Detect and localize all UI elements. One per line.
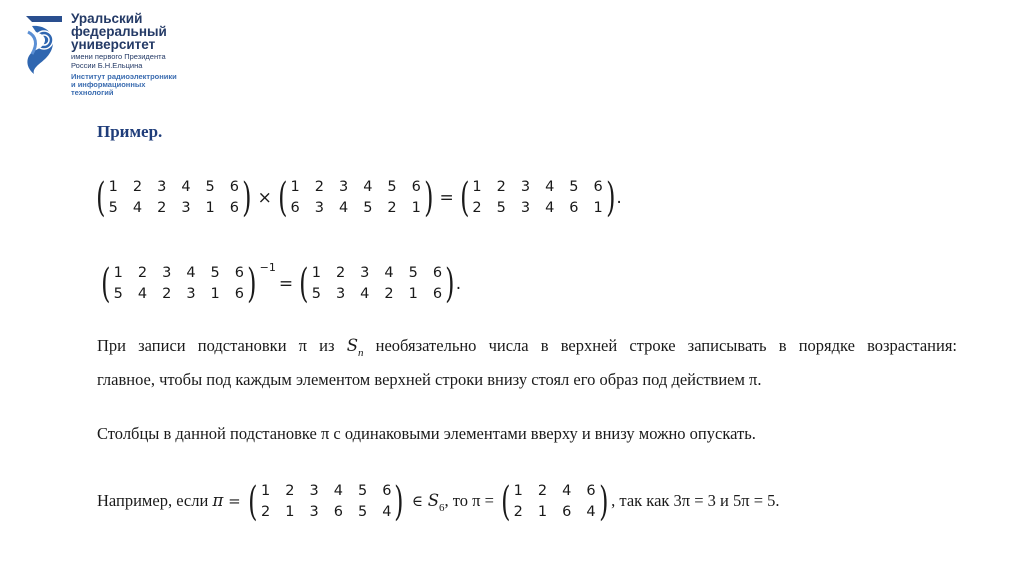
- equation-inverse: [98, 262, 464, 306]
- bottom-entry: 5: [113, 286, 123, 302]
- bottom-entry: 4: [137, 286, 148, 302]
- top-entry: 3: [360, 265, 370, 281]
- bottom-entry: 1: [210, 286, 220, 302]
- paragraph-line: Столбцы в данной подстановке π с одинаковыми элементами вверху и внизу можно опускать.: [97, 424, 756, 443]
- bottom-entry: 3: [335, 286, 346, 302]
- top-entry: 2: [496, 179, 506, 195]
- bottom-entry: 5: [363, 200, 373, 216]
- top-entry: 2: [314, 179, 324, 195]
- equals-sign: =: [278, 274, 294, 294]
- math-symbol: S: [346, 336, 358, 355]
- institute-line: технологий: [71, 88, 114, 97]
- top-entry: 5: [210, 265, 220, 281]
- bottom-entry: 3: [309, 504, 319, 520]
- permutation: [296, 262, 458, 306]
- bottom-entry: 2: [472, 200, 482, 216]
- equals-sign: =: [439, 188, 454, 208]
- bottom-entry: 4: [382, 504, 392, 520]
- text: Например, если: [97, 490, 213, 510]
- permutation: [98, 262, 260, 306]
- permutation-grid: [109, 176, 239, 220]
- top-entry: 6: [234, 265, 245, 281]
- math-subscript: 6: [439, 501, 445, 514]
- text: При записи подстановки π из: [97, 336, 347, 355]
- bottom-entry: 6: [562, 504, 572, 520]
- bottom-entry: 4: [586, 504, 596, 520]
- permutation-grid: [114, 262, 244, 306]
- math-symbol: S: [427, 490, 439, 510]
- left-paren: (: [277, 175, 288, 221]
- bottom-entry: 6: [290, 200, 300, 216]
- bottom-entry: 4: [132, 200, 143, 216]
- bottom-entry: 3: [186, 286, 196, 302]
- bottom-entry: 2: [387, 200, 397, 216]
- permutation-grid: [472, 176, 602, 220]
- equation-product: [93, 176, 625, 220]
- top-entry: 5: [357, 483, 368, 499]
- example-line: [97, 480, 780, 524]
- top-entry: 1: [472, 179, 482, 195]
- bottom-entry: 1: [537, 504, 548, 520]
- bottom-entry: 2: [162, 286, 172, 302]
- top-entry: 3: [338, 179, 349, 195]
- top-entry: 3: [157, 179, 167, 195]
- top-entry: 6: [229, 179, 240, 195]
- inverse-exponent: −1: [259, 260, 276, 274]
- institute-line: Институт радиоэлектроники: [71, 72, 177, 81]
- top-entry: 3: [162, 265, 172, 281]
- top-entry: 2: [285, 483, 295, 499]
- permutation: [275, 176, 437, 220]
- right-paren: ): [445, 261, 455, 307]
- top-entry: 4: [384, 265, 394, 281]
- top-entry: 1: [311, 265, 321, 281]
- bottom-entry: 4: [360, 286, 370, 302]
- right-paren: ): [247, 261, 257, 307]
- bottom-entry: 3: [181, 200, 191, 216]
- bottom-entry: 3: [520, 200, 531, 216]
- top-entry: 4: [181, 179, 191, 195]
- period: .: [455, 274, 462, 294]
- bottom-entry: 6: [432, 286, 443, 302]
- top-entry: 6: [586, 483, 596, 499]
- right-paren: ): [598, 479, 609, 525]
- top-entry: 1: [290, 179, 300, 195]
- paragraph-line: [97, 336, 958, 359]
- bottom-entry: 1: [285, 504, 295, 520]
- institute-name: [71, 73, 177, 97]
- bottom-entry: 5: [311, 286, 321, 302]
- top-entry: 5: [408, 265, 418, 281]
- right-paren: ): [242, 175, 252, 221]
- top-entry: 1: [108, 179, 118, 195]
- page-heading: Пример.: [97, 122, 163, 141]
- logo-line: Уральский: [71, 11, 143, 26]
- equals-sign: =: [223, 491, 246, 510]
- right-paren: ): [394, 479, 404, 525]
- top-entry: 4: [562, 483, 572, 499]
- permutation-grid: [312, 262, 442, 306]
- bottom-entry: 2: [261, 504, 271, 520]
- bottom-entry: 2: [513, 504, 523, 520]
- bottom-entry: 5: [108, 200, 118, 216]
- left-paren: (: [459, 175, 470, 221]
- top-entry: 4: [186, 265, 196, 281]
- top-entry: 4: [545, 179, 555, 195]
- bottom-entry: 2: [384, 286, 394, 302]
- logo-subline: России Б.Н.Ельцина: [71, 60, 143, 70]
- top-entry: 6: [432, 265, 443, 281]
- bottom-entry: 1: [411, 200, 421, 216]
- top-entry: 6: [593, 179, 603, 195]
- text: , то π =: [444, 490, 499, 510]
- top-entry: 6: [382, 483, 392, 499]
- top-entry: 1: [513, 483, 523, 499]
- permutation-grid: [290, 176, 420, 220]
- bottom-entry: 1: [205, 200, 215, 216]
- top-entry: 1: [113, 265, 123, 281]
- logo-line: университет: [71, 37, 156, 52]
- permutation: [457, 175, 622, 221]
- top-entry: 2: [537, 483, 548, 499]
- left-paren: (: [299, 261, 309, 307]
- institute-line: и информационных: [71, 80, 146, 89]
- math-symbol: π: [212, 490, 224, 510]
- permutation-grid: [261, 480, 391, 524]
- bottom-entry: 1: [593, 200, 603, 216]
- top-entry: 3: [520, 179, 531, 195]
- text: необязательно числа в верхней строке записывать в порядке возрастания:: [363, 336, 958, 355]
- paragraph-line: главное, чтобы под каждым элементом верхней строки внизу стоял его образ под действием π.: [97, 370, 762, 389]
- period: .: [616, 188, 622, 208]
- times-sign: ×: [257, 188, 272, 208]
- top-entry: 4: [333, 483, 343, 499]
- permutation-grid: [514, 480, 596, 524]
- bottom-entry: 3: [314, 200, 324, 216]
- right-paren: ): [424, 175, 434, 221]
- bottom-entry: 5: [496, 200, 506, 216]
- permutation: [498, 480, 611, 524]
- text: , так как 3π = 3 и 5π = 5.: [611, 490, 780, 510]
- top-entry: 5: [387, 179, 397, 195]
- bottom-entry: 1: [408, 286, 418, 302]
- permutation: [245, 480, 407, 524]
- left-paren: (: [101, 261, 111, 307]
- top-entry: 3: [309, 483, 319, 499]
- bottom-entry: 6: [234, 286, 245, 302]
- bottom-entry: 4: [545, 200, 555, 216]
- left-paren: (: [248, 479, 258, 525]
- left-paren: (: [96, 175, 106, 221]
- top-entry: 2: [132, 179, 143, 195]
- logo-subline: имени первого Президента: [71, 52, 166, 61]
- right-paren: ): [605, 175, 616, 221]
- logo-line: [71, 53, 177, 70]
- top-entry: 5: [205, 179, 215, 195]
- top-entry: 5: [569, 179, 579, 195]
- element-of-sign: ∈: [407, 491, 428, 510]
- urfu-logo-icon: [22, 14, 66, 76]
- logo-line: федеральный: [71, 24, 167, 39]
- left-paren: (: [501, 479, 511, 525]
- logo-text: [71, 12, 177, 97]
- top-entry: 1: [261, 483, 271, 499]
- bottom-entry: 2: [157, 200, 167, 216]
- bottom-entry: 4: [338, 200, 349, 216]
- top-entry: 4: [363, 179, 373, 195]
- math-subscript: n: [358, 347, 364, 359]
- bottom-entry: 6: [229, 200, 240, 216]
- top-entry: 2: [335, 265, 346, 281]
- bottom-entry: 5: [357, 504, 368, 520]
- bottom-entry: 6: [569, 200, 579, 216]
- permutation: [93, 176, 255, 220]
- top-entry: 6: [411, 179, 421, 195]
- top-entry: 2: [137, 265, 148, 281]
- university-logo: [22, 12, 222, 112]
- bottom-entry: 6: [333, 504, 343, 520]
